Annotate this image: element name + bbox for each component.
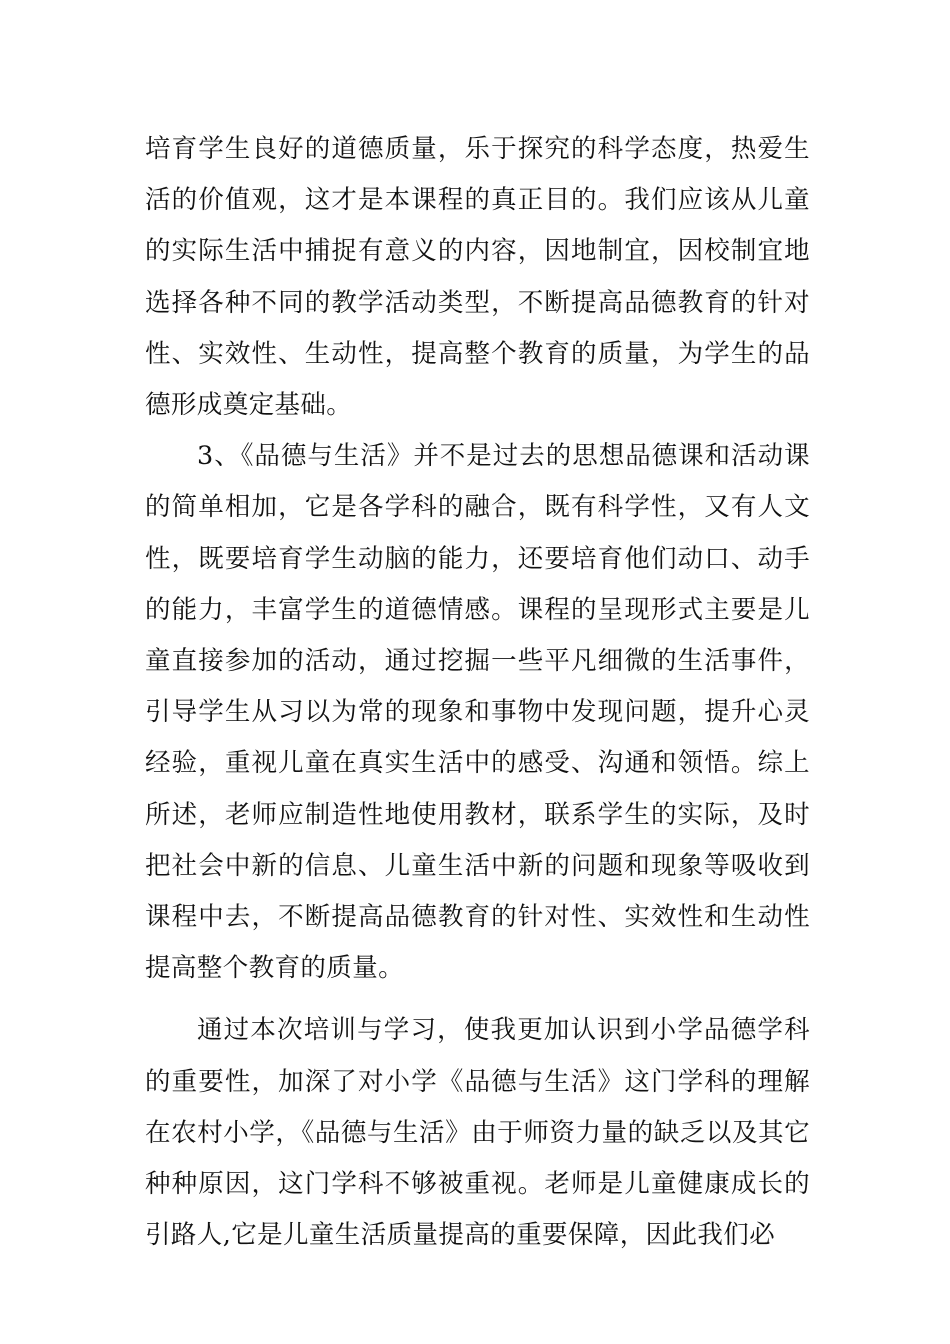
paragraph-continuation: 培育学生良好的道德质量，乐于探究的科学态度，热爱生活的价值观，这才是本课程的真正目的。我们应该从儿童的实际生活中捕捉有意义的内容，因地制宜，因校制宜地选择各种不同的教学活动类型，不断提高品德教育的针对性、实效性、生动性，提高整个教育的质量，为学生的品德形成奠定基础。 [145,134,810,421]
document-body [145,124,810,1261]
paragraph-point-3: 3、《品德与生活》并不是过去的思想品德课和活动课的简单相加，它是各学科的融合，既有科学性，又有人文性，既要培育学生动脑的能力，还要培育他们动口、动手的能力，丰富学生的道德情感。课程的呈现形式主要是儿童直接参加的活动，通过挖掘一些平凡细微的生活事件，引导学生从习以为常的现象和事物中发现问题，提升心灵经验，重视儿童在真实生活中的感受、沟通和领悟。综上所述，老师应制造性地使用教材，联系学生的实际，及时把社会中新的信息、儿童生活中新的问题和现象等吸收到课程中去，不断提高品德教育的针对性、实效性和生动性提高整个教育的质量。 [145,441,810,984]
paragraph-training-reflection: 通过本次培训与学习，使我更加认识到小学品德学科的重要性，加深了对小学《品德与生活》这门学科的理解在农村小学，《品德与生活》由于师资力量的缺乏以及其它种种原因，这门学科不够被重视。老师是儿童健康成长的引路人,它是儿童生活质量提高的重要保障，因此我们必 [145,1015,810,1251]
